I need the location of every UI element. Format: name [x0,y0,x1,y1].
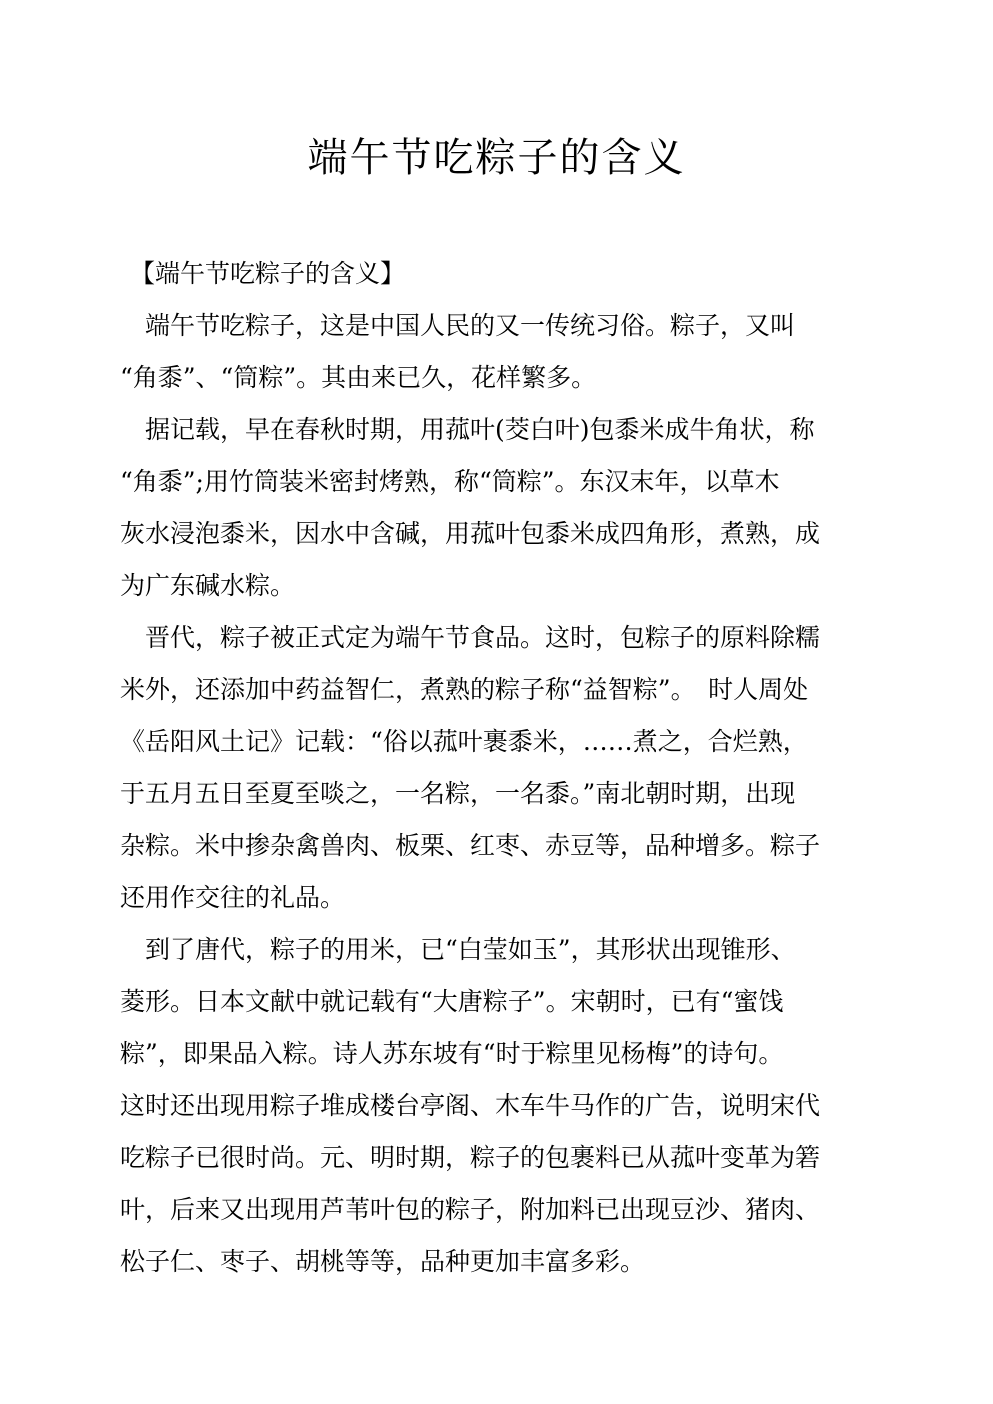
text-line: 叶，后来又出现用芦苇叶包的粽子，附加料已出现豆沙、猪肉、 [120,1195,821,1224]
document-body [120,300,875,1288]
text-line: “角黍”;用竹筒装米密封烤熟，称“筒粽”。东汉末年，以草木 [120,467,780,496]
text-line: 菱形。日本文献中就记载有“大唐粽子”。宋朝时，已有“蜜饯 [120,987,784,1016]
text-line: 晋代，粽子被正式定为端午节食品。这时，包粽子的原料除糯 [145,623,821,652]
text-line: 《岳阳风土记》记载：“俗以菰叶裹黍米，……煮之，合烂熟， [120,727,808,756]
text-line: 端午节吃粽子，这是中国人民的又一传统习俗。粽子，又叫 [145,311,796,340]
text-line: 灰水浸泡黍米，因水中含碱，用菰叶包黍米成四角形，煮熟，成 [120,519,821,548]
text-line: 粽”，即果品入粽。诗人苏东坡有“时于粽里见杨梅”的诗句。 [120,1039,784,1068]
text-line: 到了唐代，粽子的用米，已“白莹如玉”，其形状出现锥形、 [145,935,796,964]
text-line: 于五月五日至夏至啖之，一名粽，一名黍。”南北朝时期，出现 [120,779,796,808]
text-line: 米外，还添加中药益智仁，煮熟的粽子称“益智粽”。 时人周处 [120,675,809,704]
text-line: 杂粽。米中掺杂禽兽肉、板栗、红枣、赤豆等，品种增多。粽子 [120,831,821,860]
text-line: 松子仁、枣子、胡桃等等，品种更加丰富多彩。 [120,1247,646,1276]
section-heading: 【端午节吃粽子的含义】 [130,259,406,288]
text-line: 这时还出现用粽子堆成楼台亭阁、木车牛马作的广告，说明宋代 [120,1091,821,1120]
text-line: “角黍”、“筒粽”。其由来已久，花样繁多。 [120,363,597,392]
document-title: 端午节吃粽子的含义 [307,135,686,181]
text-line: 还用作交往的礼品。 [120,883,346,912]
text-line: 为广东碱水粽。 [120,571,296,600]
text-line: 据记载，早在春秋时期，用菰叶(茭白叶)包黍米成牛角状，称 [145,415,815,444]
text-line: 吃粽子已很时尚。元、明时期，粽子的包裹料已从菰叶变革为箬 [120,1143,821,1172]
